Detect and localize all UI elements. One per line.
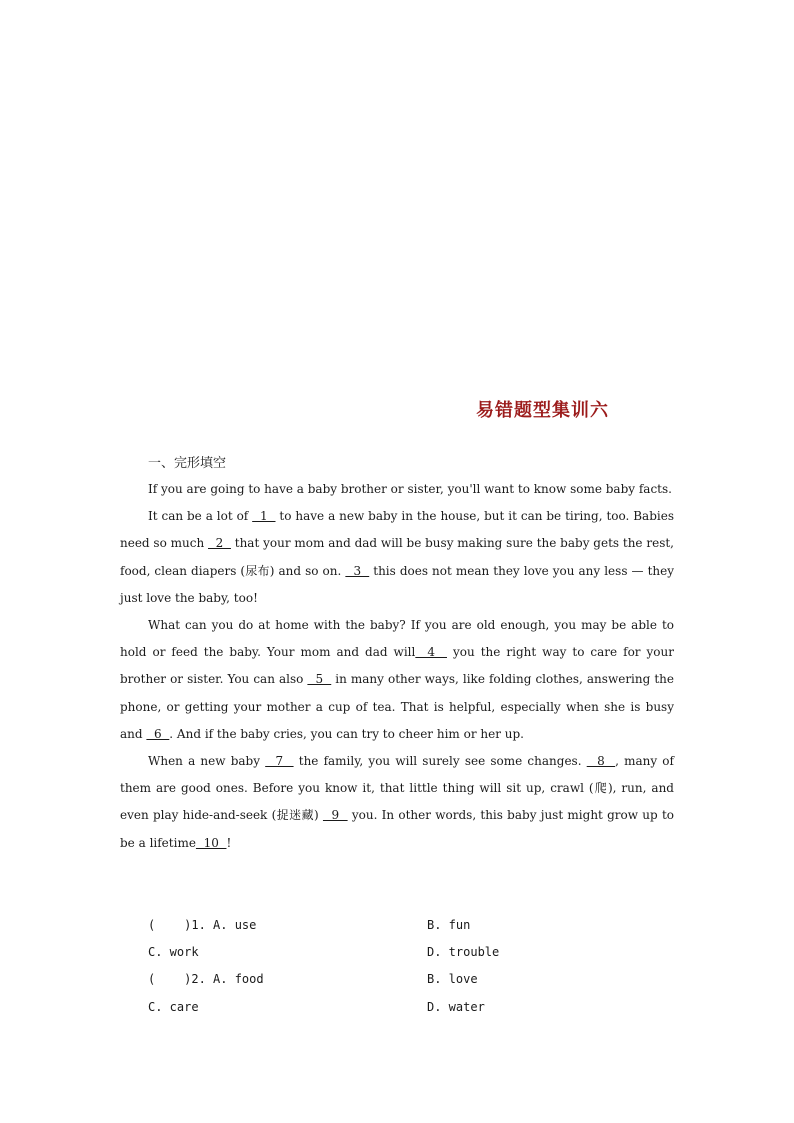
passage-text: If you are going to have a baby brother or sister, you'll want to know some baby facts.: [148, 482, 672, 496]
question-2-option-a[interactable]: ( )2. A. food: [148, 972, 264, 987]
passage-text: you. In other words, this baby just might grow up to be a lifetime: [120, 808, 674, 850]
answer-blank[interactable]: 9: [322, 808, 348, 823]
passage-text: in many other ways, like folding clothes, answering the phone, or getting your mother a cup of tea. That is helpful, especially when she is busy and: [120, 672, 674, 741]
page-title: 易错题型集训六: [476, 400, 609, 421]
passage-paragraph: [120, 503, 674, 612]
passage-text: When a new baby: [148, 754, 266, 769]
answer-blank[interactable]: 3: [345, 563, 370, 578]
question-1-option-b[interactable]: B. fun: [427, 918, 471, 932]
question-2-option-d[interactable]: D. water: [427, 999, 485, 1014]
option-row: [148, 939, 628, 966]
answer-options: [148, 912, 628, 1021]
answer-blank[interactable]: 6: [146, 726, 170, 741]
answer-blank[interactable]: 7: [265, 754, 294, 769]
question-1-option-a[interactable]: ( )1. A. use: [148, 918, 257, 932]
option-row: [148, 994, 628, 1021]
question-1-option-d[interactable]: D. trouble: [427, 945, 500, 960]
passage-text: . And if the baby cries, you can try to cheer him or her up.: [169, 726, 524, 741]
answer-blank[interactable]: 1: [252, 509, 276, 524]
question-2-option-b[interactable]: B. love: [427, 972, 478, 987]
section-heading: 一、完形填空: [148, 456, 227, 471]
passage-paragraph: [120, 748, 674, 857]
passage-text: you the right way to care for your brother or sister. You can also: [120, 645, 674, 687]
cloze-passage: [120, 476, 674, 857]
passage-text: this does not mean they love you any less — they just love the baby, too!: [120, 563, 675, 605]
answer-blank[interactable]: 5: [307, 672, 332, 687]
answer-blank[interactable]: 8: [586, 754, 616, 769]
passage-text: to have a new baby in the house, but it can be tiring, too. Babies need so much: [120, 509, 674, 551]
answer-blank[interactable]: 4: [415, 645, 447, 660]
passage-text: What can you do at home with the baby? If you are old enough, you may be able to hold or feed the baby. Your mom and dad will: [120, 618, 674, 660]
passage-text: that your mom and dad will be busy making sure the baby gets the rest, food, clean diapers (尿布) and so on.: [120, 536, 674, 578]
option-row: [148, 966, 628, 993]
question-1-option-c[interactable]: C. work: [148, 945, 199, 960]
passage-text: the family, you will surely see some changes.: [293, 754, 587, 769]
answer-blank[interactable]: 2: [208, 536, 231, 551]
passage-text: It can be a lot of: [148, 509, 253, 524]
option-row: [148, 912, 628, 939]
passage-text: !: [226, 835, 232, 850]
passage-text: , many of them are good ones. Before you know it, that little thing will sit up, crawl (爬), run, and even play hide-and-seek (捉迷藏): [120, 754, 674, 823]
passage-paragraph: [120, 476, 674, 503]
passage-paragraph: [120, 612, 674, 748]
answer-blank[interactable]: 10: [195, 835, 227, 850]
question-2-option-c[interactable]: C. care: [148, 999, 199, 1014]
